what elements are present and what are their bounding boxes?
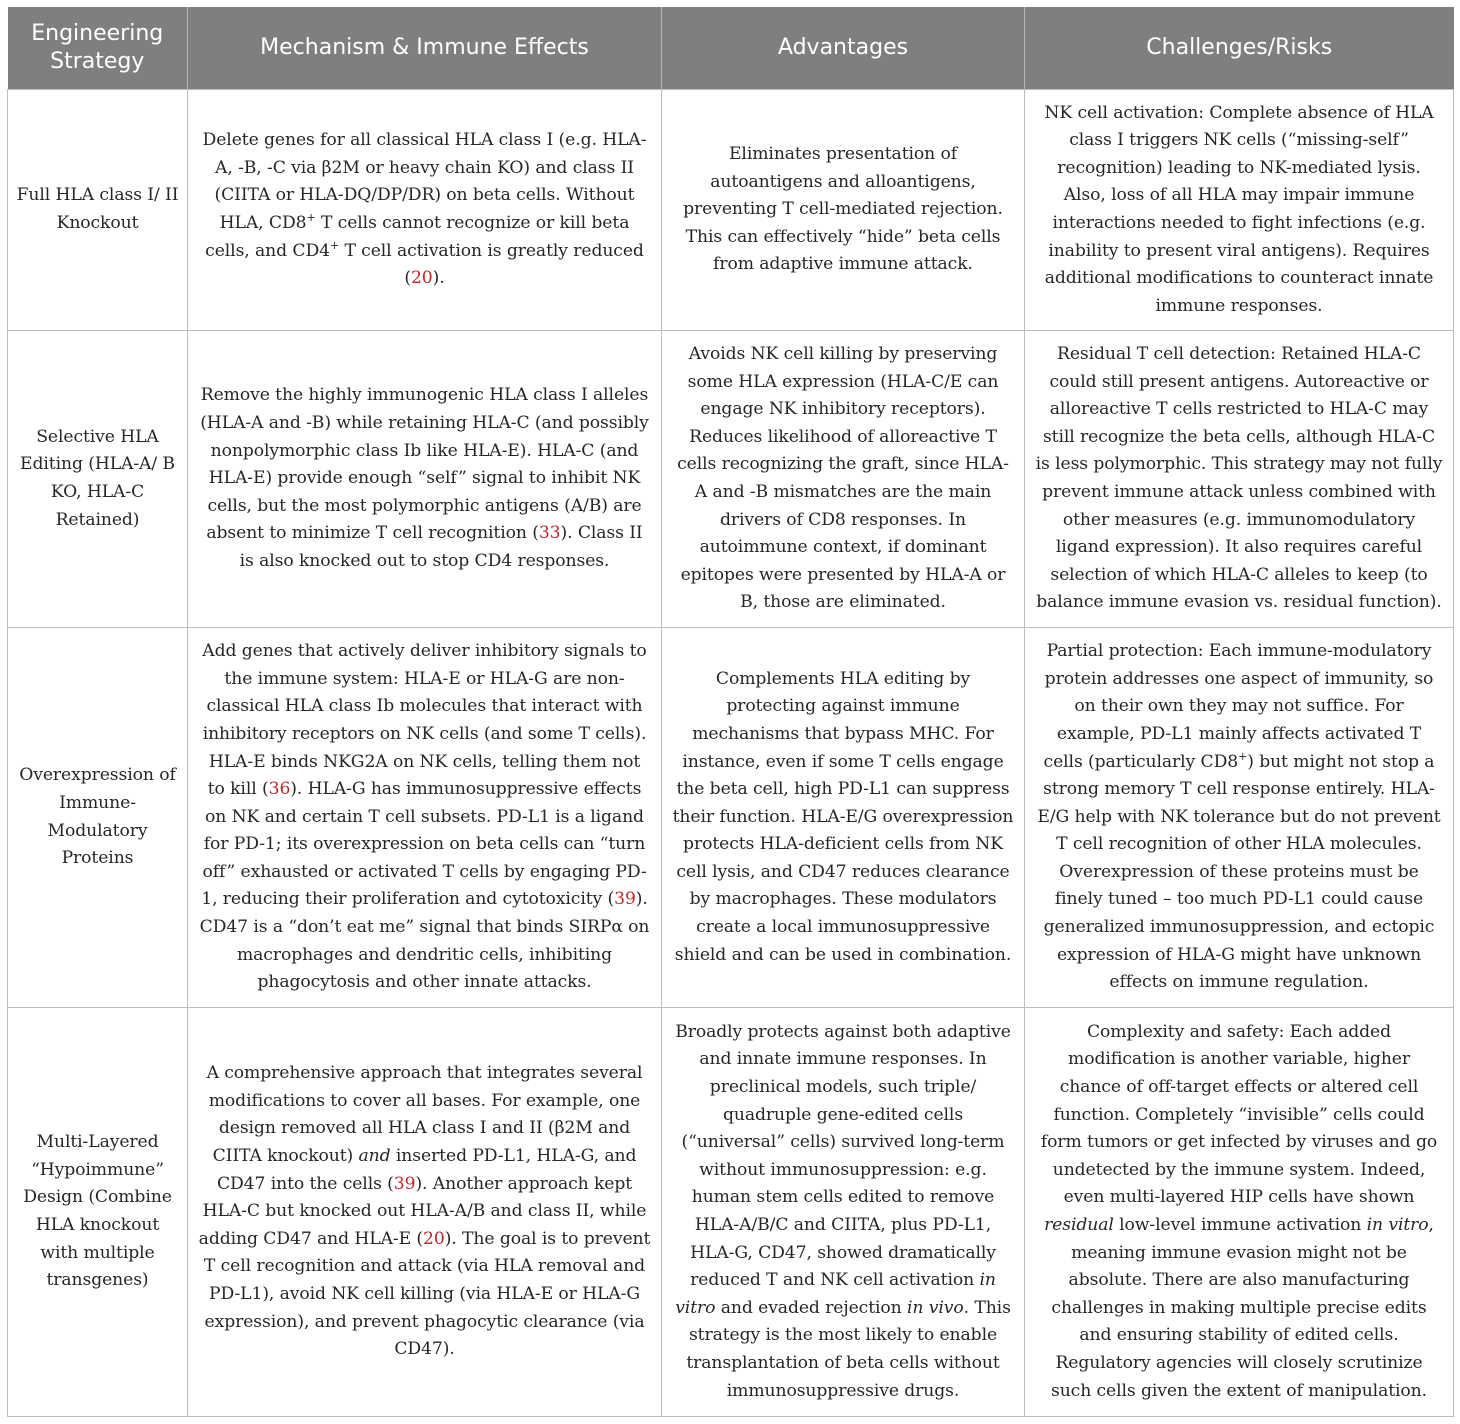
- advantages-text: Avoids NK cell killing by preserving some HLA expression (HLA-C/E can engage NK inhibitory receptors). Reduces likelihood of alloreactive T cells recognizing the graft, since HLA-A and -B mismatches are the main drivers of CD8 responses. In autoimmune context, if dominant epitopes were presented by HLA-A or B, those are eliminated.: [677, 344, 1009, 613]
- mechanism-cell: [188, 331, 662, 628]
- challenges-text: Residual T cell detection: Retained HLA-C could still present antigens. Autoreactive or alloreactive T cells restricted to HLA-C may still recognize the beta cells, although HLA-C is less polymorphic. This strategy may not fully prevent immune attack unless combined with other measures (e.g. immunomodulatory ligand expression). It also requires careful selection of which HLA-C alleles to keep (to balance immune evasion vs. residual function).: [1035, 344, 1443, 613]
- advantages-text: . This strategy is the most likely to enable transplantation of beta cells without immunosuppressive drugs.: [686, 1297, 1011, 1401]
- reference-link[interactable]: 39: [393, 1173, 416, 1194]
- header-engineering-strategy-text: Engineering Strategy: [31, 21, 164, 74]
- challenges-text: , meaning immune evasion might not be absolute. There are also manufacturing challenges in making multiple precise edits and ensuring stability of edited cells. Regulatory agencies will closely scrutinize such cells given the extent of manipulation.: [1050, 1215, 1434, 1401]
- advantages-cell: [662, 628, 1025, 1008]
- italic-text: and: [358, 1146, 391, 1167]
- strategy-text: Full HLA class I/ II Knockout: [16, 185, 179, 233]
- strategy-text: Multi-Layered “Hypoimmune” Design (Combine HLA knockout with multiple transgenes): [23, 1132, 172, 1291]
- advantages-text: Complements HLA editing by protecting against immune mechanisms that bypass MHC. For instance, even if some T cells engage the beta cell, high PD-L1 can suppress their function. HLA-E/G overexpression protects HLA-deficient cells from NK cell lysis, and CD47 reduces clearance by macrophages. These modulators create a local immunosuppressive shield and can be used in combination.: [672, 668, 1014, 965]
- advantages-text: Broadly protects against both adaptive and innate immune responses. In preclinical models, such triple/ quadruple gene-edited cells (“universal” cells) survived long-term without immunosuppression: e.g. human stem cells edited to remove HLA-A/B/C and CIITA, plus PD-L1, HLA-G, CD47, showed dramatically reduced T and NK cell activation: [675, 1021, 1011, 1291]
- strategy-text: Overexpression of Immune-Modulatory Proteins: [19, 765, 176, 869]
- mechanism-text: T cell activation is greatly reduced (: [339, 240, 644, 289]
- mechanism-cell: [188, 628, 662, 1008]
- challenges-text: Partial protection: Each immune-modulatory protein addresses one aspect of immunity, so on their own they may not suffice. For example, PD-L1 mainly affects activated T cells (particularly CD8: [1043, 641, 1434, 772]
- challenges-text: NK cell activation: Complete absence of HLA class I triggers NK cells (“missing-self” recognition) leading to NK-mediated lysis. Also, loss of all HLA may impair immune interactions needed to fight infections (e.g. inability to present viral antigens). Requires additional modifications to counteract innate immune responses.: [1044, 102, 1434, 316]
- superscript: +: [306, 211, 316, 224]
- challenges-text: Complexity and safety: Each added modification is another variable, higher chance of off-target effects or altered cell function. Completely “invisible” cells could form tumors or get infected by viruses and go undetected by the immune system. Indeed, even multi-layered HIP cells have shown: [1040, 1021, 1438, 1208]
- mechanism-cell: [188, 90, 662, 331]
- mechanism-text: ). Class II is also knocked out to stop CD4 responses.: [239, 523, 643, 571]
- strategy-cell: [8, 628, 188, 1008]
- strategy-text: Selective HLA Editing (HLA-A/ B KO, HLA-C Retained): [20, 426, 175, 530]
- reference-link[interactable]: 33: [538, 523, 561, 544]
- mechanism-text: A comprehensive approach that integrates several modifications to cover all bases. For example, one design removed all HLA class I and II (β2M and CIITA knockout): [206, 1063, 643, 1167]
- mechanism-text: Delete genes for all classical HLA class I (e.g. HLA-A, -B, -C via β2M or heavy chain KO) and class II (CIITA or HLA-DQ/DP/DR) on beta cells. Without HLA, CD8: [202, 130, 647, 233]
- header-engineering-strategy: [8, 7, 188, 90]
- reference-link[interactable]: 36: [268, 779, 291, 800]
- table-row: [8, 90, 1454, 331]
- advantages-text: and evaded rejection: [715, 1297, 907, 1318]
- mechanism-text: Remove the highly immunogenic HLA class I alleles (HLA-A and -B) while retaining HLA-C (and possibly nonpolymorphic class Ib like HLA-E). HLA-C (and HLA-E) provide enough “self” signal to inhibit NK cells, but the most polymorphic antigens (A/B) are absent to minimize T cell recognition (: [200, 385, 649, 544]
- table-row: [8, 628, 1454, 1008]
- challenges-cell: [1025, 331, 1454, 628]
- advantages-cell: [662, 331, 1025, 628]
- strategy-cell: [8, 1008, 188, 1417]
- header-advantages-text: Advantages: [777, 35, 909, 60]
- italic-text: in vivo: [907, 1297, 964, 1318]
- mechanism-text: ). CD47 is a “don’t eat me” signal that binds SIRPα on macrophages and dendritic cells, inhibiting phagocytosis and other innate attacks.: [199, 889, 650, 993]
- header-advantages: [662, 7, 1025, 90]
- strategy-table: [7, 7, 1454, 1417]
- table-row: [8, 1008, 1454, 1417]
- challenges-text: low-level immune activation: [1113, 1215, 1367, 1235]
- header-challenges-text: Challenges/Risks: [1146, 35, 1333, 60]
- advantages-text: Eliminates presentation of autoantigens and alloantigens, preventing T cell-mediated rejection. This can effectively “hide” beta cells from adaptive immune attack.: [683, 144, 1003, 275]
- mechanism-cell: [188, 1008, 662, 1417]
- mechanism-text: Add genes that actively deliver inhibitory signals to the immune system: HLA-E or HLA-G are non-classical HLA class Ib molecules that interact with inhibitory receptors on NK cells (and some T cells). HLA-E binds NKG2A on NK cells, telling them not to kill (: [202, 641, 647, 800]
- reference-link[interactable]: 20: [410, 268, 433, 289]
- challenges-cell: [1025, 628, 1454, 1008]
- italic-text: in vitro: [675, 1270, 996, 1318]
- italic-text: residual: [1044, 1215, 1114, 1235]
- header-challenges: [1025, 7, 1454, 90]
- table-header-row: [8, 7, 1454, 90]
- table-row: [8, 331, 1454, 628]
- reference-link[interactable]: 39: [614, 889, 636, 910]
- mechanism-text: ). The goal is to prevent T cell recognition and attack (via HLA removal and PD-L1), avoid NK cell killing (via HLA-E or HLA-G expression), and prevent phagocytic clearance (via CD47).: [203, 1228, 651, 1360]
- italic-text: in vitro: [1366, 1215, 1429, 1235]
- challenges-cell: [1025, 90, 1454, 331]
- advantages-cell: [662, 1008, 1025, 1417]
- challenges-text: ) but might not stop a strong memory T cell response entirely. HLA-E/G help with NK tolerance but do not prevent T cell recognition of other HLA molecules. Overexpression of these proteins must be finely tuned – too much PD-L1 could cause generalized immunosuppression, and ectopic expression of HLA-G might have unknown effects on immune regulation.: [1037, 751, 1441, 993]
- strategy-cell: [8, 331, 188, 628]
- advantages-cell: [662, 90, 1025, 331]
- mechanism-text: ).: [432, 268, 445, 289]
- superscript: +: [1238, 749, 1248, 763]
- mechanism-text: inserted PD-L1, HLA-G, and CD47 into the cells (: [216, 1146, 637, 1194]
- mechanism-text: ). HLA-G has immunosuppressive effects on NK and certain T cell subsets. PD-L1 is a ligand for PD-1; its overexpression on beta cells can “turn off” exhausted or activated T cells by engaging PD-1, reducing their proliferation and cytotoxicity (: [201, 779, 647, 910]
- mechanism-text: T cells cannot recognize or kill beta cells, and CD4: [205, 213, 630, 261]
- strategy-cell: [8, 90, 188, 331]
- superscript: +: [329, 238, 340, 252]
- challenges-cell: [1025, 1008, 1454, 1417]
- header-mechanism: [188, 7, 662, 90]
- header-mechanism-text: Mechanism & Immune Effects: [260, 35, 589, 60]
- reference-link[interactable]: 20: [423, 1228, 445, 1249]
- mechanism-text: ). Another approach kept HLA-C but knocked out HLA-A/B and class II, while adding CD47 and HLA-E (: [198, 1173, 647, 1249]
